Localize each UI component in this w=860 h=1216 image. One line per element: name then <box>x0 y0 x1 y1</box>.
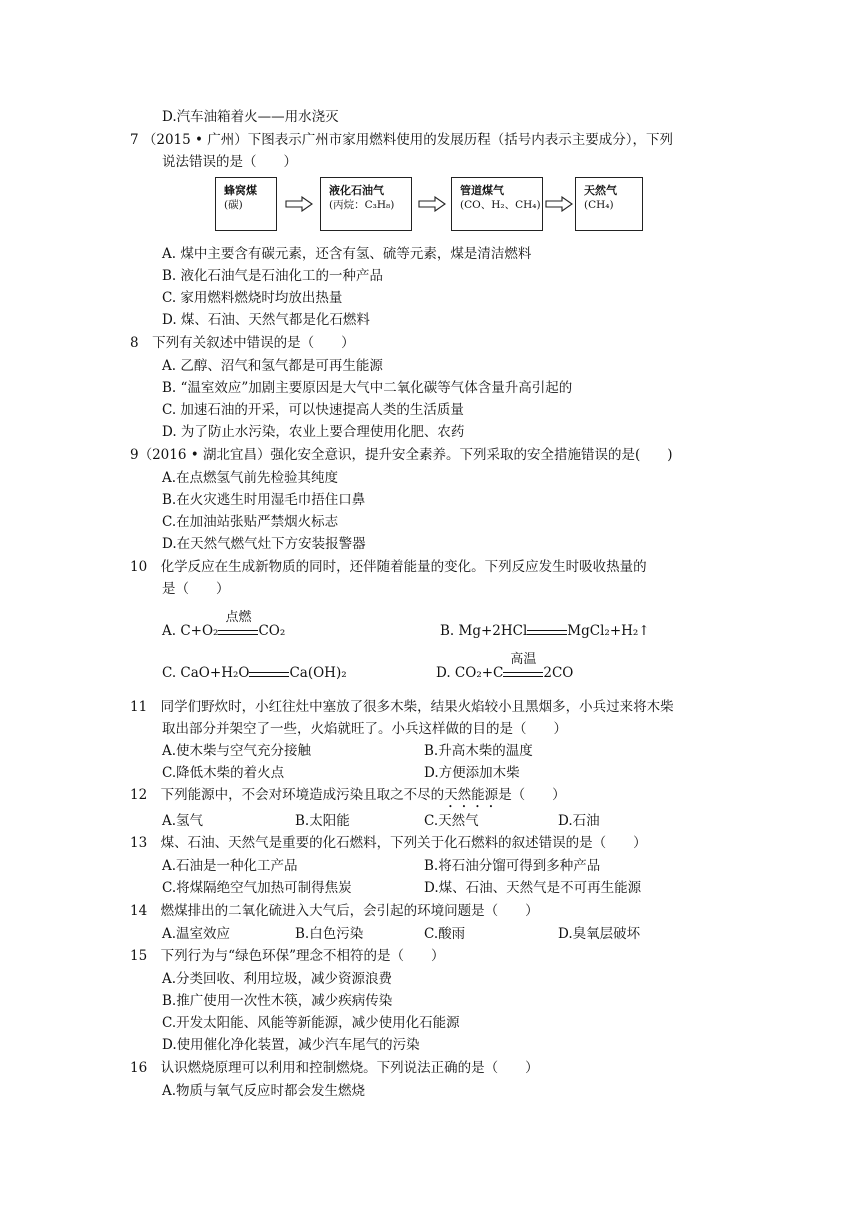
equation-sign <box>218 610 258 640</box>
q12-option-a: A.氢气 <box>162 813 204 829</box>
q9-option-b: B.在火灾逃生时用湿毛巾捂住口鼻 <box>162 492 366 508</box>
q16-stem: 16 认识燃烧原理可以利用和控制燃烧。下列说法正确的是（ ） <box>130 1060 539 1076</box>
q12-option-c: C.天然气 <box>424 813 479 829</box>
q10-option-b <box>440 622 650 640</box>
q11-option-c: C.降低木柴的着火点 <box>162 765 285 781</box>
flow-box-pipeline-gas <box>451 177 543 231</box>
q13-option-a: A.石油是一种化工产品 <box>162 858 298 874</box>
flow-box-sub: (CH₄) <box>584 199 614 211</box>
flow-box-title: 液化石油气 <box>329 184 384 197</box>
flow-box-title: 管道煤气 <box>460 184 504 197</box>
q7-option-c: C. 家用燃料燃烧时均放出热量 <box>162 290 343 306</box>
q9-option-a: A.在点燃氢气前先检验其纯度 <box>162 470 339 486</box>
q14-option-c: C.酸雨 <box>424 926 466 942</box>
q14-option-b: B.白色污染 <box>295 926 364 942</box>
q10-option-d <box>436 652 574 682</box>
q15-stem: 15 下列行为与“绿色环保”理念不相符的是（ ） <box>130 948 445 964</box>
q12-stem-text: 12 下列能源中，不会对环境造成污染且取之不尽的 <box>130 787 445 803</box>
equation-products: CO₂ <box>258 623 286 639</box>
q13-option-c: C.将煤隔绝空气加热可制得焦炭 <box>162 880 352 896</box>
equation-reactants: B. Mg+2HCl <box>440 623 528 639</box>
q8-option-a: A. 乙醇、沼气和氢气都是可再生能源 <box>162 358 383 374</box>
arrow-right-icon <box>545 196 573 212</box>
q8-option-d: D. 为了防止水污染，农业上要合理使用化肥、农药 <box>162 424 465 440</box>
q11-option-d: D.方便添加木柴 <box>424 765 520 781</box>
q11-stem: 11 同学们野炊时，小红往灶中塞放了很多木柴，结果火焰较小且黑烟多，小兵过来将木柴 <box>130 699 674 715</box>
equation-reactants: C. CaO+H₂O <box>162 665 250 681</box>
flow-box-sub: (丙烷：C₃H₈) <box>329 199 395 211</box>
q13-option-d: D.煤、石油、天然气是不可再生能源 <box>424 880 642 896</box>
q8-stem: 8 下列有关叙述中错误的是（ ） <box>130 335 355 351</box>
q9-option-d: D.在天然气燃气灶下方安装报警器 <box>162 536 366 552</box>
q11-stem-cont: 取出部分并架空了一些，火焰就旺了。小兵这样做的目的是（ ） <box>162 721 567 737</box>
q10-stem: 10 化学反应在生成新物质的同时，还伴随着能量的变化。下列反应发生时吸收热量的 <box>130 559 647 575</box>
q14-stem: 14 燃煤排出的二氧化硫进入大气后，会引起的环境问题是（ ） <box>130 903 539 919</box>
equation-sign <box>249 664 289 682</box>
q12-emphasis: 天然能源 <box>444 787 499 803</box>
q7-stem: 7 （2015 • 广州）下图表示广州市家用燃料使用的发展历程（括号内表示主要成分），下列 <box>130 132 674 148</box>
q6-option-d: D.汽车油箱着火——用水浇灭 <box>162 109 339 125</box>
q15-option-d: D.使用催化净化装置，减少汽车尾气的污染 <box>162 1037 420 1053</box>
equation-reactants: A. C+O₂ <box>162 623 219 639</box>
q13-stem: 13 煤、石油、天然气是重要的化石燃料，下列关于化石燃料的叙述错误的是（ ） <box>130 835 647 851</box>
q10-option-a <box>162 610 286 640</box>
q13-option-b: B.将石油分馏可得到多种产品 <box>424 858 601 874</box>
q14-option-a: A.温室效应 <box>162 926 231 942</box>
arrow-right-icon <box>418 196 446 212</box>
q7-option-d: D. 煤、石油、天然气都是化石燃料 <box>162 312 370 328</box>
arrow-right-icon <box>285 196 313 212</box>
flow-box-title: 蜂窝煤 <box>224 184 257 197</box>
flow-box-title: 天然气 <box>584 184 617 197</box>
reaction-condition: 点燃 <box>225 610 252 625</box>
equation-sign <box>503 652 543 682</box>
equation-sign <box>527 622 567 640</box>
q12-stem <box>130 786 566 811</box>
q15-option-c: C.开发太阳能、风能等新能源，减少使用化石能源 <box>162 1015 460 1031</box>
equation-products: MgCl₂+H₂↑ <box>567 623 650 639</box>
flow-box-natural-gas <box>575 177 643 231</box>
reaction-condition: 高温 <box>510 652 537 667</box>
q15-option-a: A.分类回收、利用垃圾，减少资源浪费 <box>162 971 393 987</box>
q9-stem: 9（2016 • 湖北宜昌）强化安全意识，提升安全素养。下列采取的安全措施错误的是( ) <box>130 447 673 463</box>
q9-option-c: C.在加油站张贴严禁烟火标志 <box>162 514 339 530</box>
q15-option-b: B.推广使用一次性木筷，减少疾病传染 <box>162 993 393 1009</box>
equation-products: 2CO <box>543 665 574 681</box>
q11-option-b: B.升高木柴的温度 <box>424 743 533 759</box>
flow-box-sub: (CO、H₂、CH₄) <box>460 199 541 211</box>
q16-option-a: A.物质与氧气反应时都会发生燃烧 <box>162 1083 366 1099</box>
q12-option-d: D.石油 <box>558 813 600 829</box>
flow-box-lpg <box>320 177 412 231</box>
q12-stem-end: 是（ ） <box>498 787 566 803</box>
q7-option-a: A. 煤中主要含有碳元素，还含有氢、硫等元素，煤是清洁燃料 <box>162 246 532 262</box>
q8-option-c: C. 加速石油的开采，可以快速提高人类的生活质量 <box>162 402 464 418</box>
q10-stem-cont: 是（ ） <box>162 581 230 597</box>
q11-option-a: A.使木柴与空气充分接触 <box>162 743 312 759</box>
flow-box-sub: (碳) <box>224 199 243 211</box>
q8-option-b: B. “温室效应”加剧主要原因是大气中二氧化碳等气体含量升高引起的 <box>162 380 573 396</box>
q14-option-d: D.臭氧层破坏 <box>558 926 641 942</box>
q7-option-b: B. 液化石油气是石油化工的一种产品 <box>162 268 384 284</box>
fuel-flow-diagram <box>215 177 645 235</box>
equation-reactants: D. CO₂+C <box>436 665 504 681</box>
q7-stem-cont: 说法错误的是（ ） <box>162 154 297 170</box>
q10-option-c <box>162 664 347 682</box>
equation-products: Ca(OH)₂ <box>289 665 347 681</box>
flow-box-coal <box>215 177 277 231</box>
q12-option-b: B.太阳能 <box>295 813 350 829</box>
